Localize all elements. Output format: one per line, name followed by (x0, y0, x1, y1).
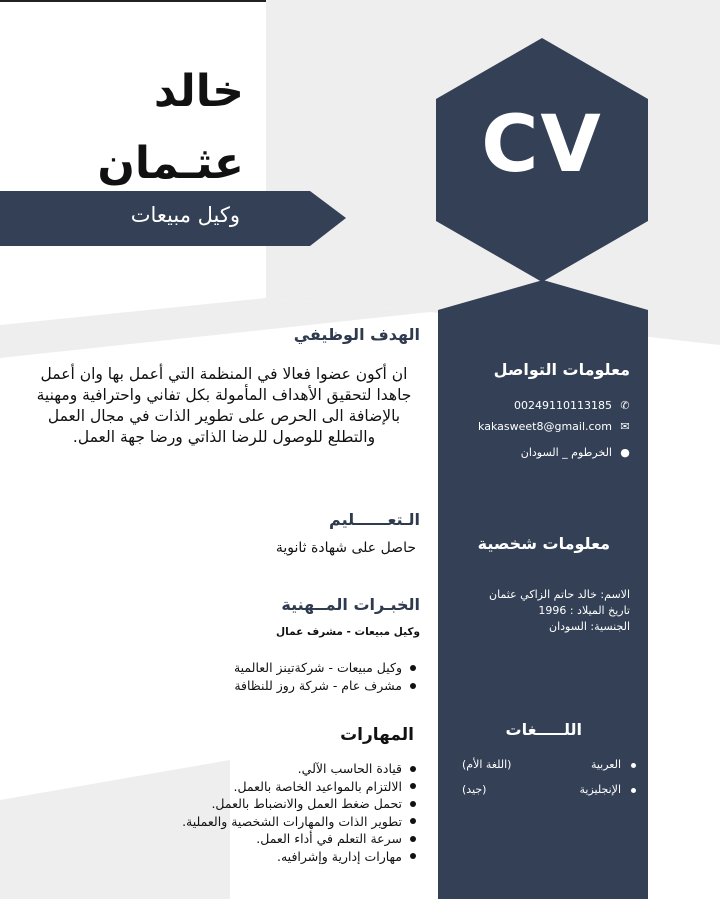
objective-heading: الهدف الوظيفي (293, 325, 420, 344)
job-title: وكيل مبيعات (130, 203, 240, 227)
list-item: قيادة الحاسب الآلي. (182, 760, 418, 778)
list-item: مهارات إدارية وإشرافيه. (182, 848, 418, 866)
list-item: وكيل مبيعات - شركةتينز العالمية (234, 659, 418, 677)
phone-text: 00249110113185 (514, 399, 612, 412)
personal-line: تاريخ الميلاد : 1996 (538, 604, 630, 617)
location-pin-icon: ● (620, 446, 630, 459)
language-name: الإنجليزية (579, 783, 621, 796)
objective-text: ان أكون عضوا فعالا في المنظمة التي أعمل بها وان أعمل جاهدا لتحقيق الأهداف المأمولة بكل تفاني واحترافية ومهنية بالإضافة الى الحرص على تطوير الذات في مجال العمل والتطلع للوصول للرضا الذاتي ورضا جهة العمل. (36, 365, 412, 446)
language-item (452, 758, 636, 771)
name-last: عثـمان (97, 138, 244, 189)
bullet (631, 788, 636, 793)
list-item: الالتزام بالمواعيد الخاصة بالعمل. (182, 778, 418, 796)
bullet (631, 763, 636, 768)
language-level: (اللغة الأم) (462, 758, 512, 771)
language-item (452, 783, 636, 796)
contact-email (402, 420, 632, 433)
experience-subtitle: وكيل مبيعات - مشرف عمال (276, 626, 420, 638)
education-text: حاصل على شهادة ثانوية (275, 540, 416, 556)
location-text: الخرطوم _ السودان (520, 446, 612, 459)
contact-phone (402, 399, 632, 412)
personal-line: الاسم: خالد حاتم الزاكي عثمان (489, 588, 630, 601)
list-item: سرعة التعلم في أداء العمل. (182, 830, 418, 848)
name-first: خالد (153, 66, 244, 117)
list-item: مشرف عام - شركة روز للنظافة (234, 677, 418, 695)
experience-heading: الخبـرات المــهنية (281, 595, 420, 614)
email-text: kakasweet8@gmail.com (478, 420, 612, 433)
phone-icon: ✆ (620, 399, 630, 412)
personal-info (440, 587, 630, 635)
education-heading: الـتعــــــليم (329, 510, 420, 529)
personal-line: الجنسية: السودان (549, 620, 630, 633)
languages-heading: اللـــــغات (505, 720, 582, 739)
mail-icon: ✉ (620, 420, 630, 433)
list-item: تحمل ضغط العمل والانضباط بالعمل. (182, 795, 418, 813)
cv-mark: CV (481, 100, 603, 190)
skills-list (182, 760, 418, 865)
contact-location (402, 446, 632, 459)
personal-heading: معلومات شخصية (477, 534, 610, 553)
skills-heading: المهارات (340, 725, 414, 745)
list-item: تطوير الذات والمهارات الشخصية والعملية. (182, 813, 418, 831)
language-level: (جيد) (462, 783, 487, 796)
contact-heading: معلومات التواصل (493, 360, 630, 379)
language-name: العربية (590, 758, 621, 771)
experience-list (234, 659, 418, 695)
